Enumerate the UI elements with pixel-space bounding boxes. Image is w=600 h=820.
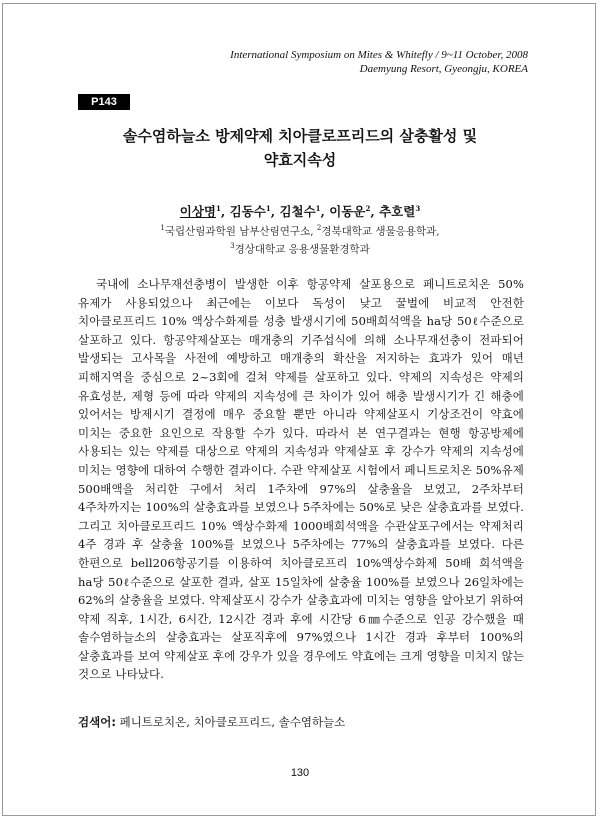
author-affil-mark: 1 xyxy=(315,204,321,213)
author-name: 김철수 xyxy=(279,204,316,220)
author-name: 추호렬 xyxy=(379,204,416,220)
keywords xyxy=(78,714,524,730)
affiliations xyxy=(60,221,540,256)
title-line-1: 솔수염하늘소 방제약제 치아클로프리드의 살충활성 및 xyxy=(122,127,478,145)
author-name: 이동운 xyxy=(329,204,366,220)
header-line-2: Daemyung Resort, Gyeongju, KOREA xyxy=(359,63,528,75)
abstract-body: 국내에 소나무재선충병이 발생한 이후 항공약제 살포용으로 페니트로치온 50% 유제가 사용되었으나 최근에는 이보다 독성이 낮고 꿀벌에 비교적 안전한 치아클로프리드 10% 액상수화제를 성충 발생시기에 50배희석액을 ha당 50ℓ수준으로 살포하고 있다. 항공약제살포는 매개충의 기주섭식에 의해 소나무재선충이 전파되어 발생되는 고사목을 사전에 예방하고 매개충의 확산을 저지하는 효과가 있어 매년 피해지역을 중심으로 2~3회에 걸쳐 약제를 살포하고 있다. 약제의 지속성은 약제의 유효성분, 제형 등에 따라 약제의 지속성에 큰 차이가 있어 해충 발생시기가 긴 해충에 있어서는 방제시기 결정에 매우 중요할 뿐만 아니라 약제살포시 기상조건이 약효에 미치는 중요한 요인으로 작용할 수가 있다. 따라서 본 연구결과는 현행 항공방제에 사용되는 있는 약제를 대상으로 약제의 지속성과 약제살포 후 강수가 약제의 지속성에 미치는 영향에 대하여 수행한 결과이다. 수관 약제살포 시험에서 페니트로치온 50%유제 500배액을 처리한 구에서 처리 1주차에 97%의 살충율을 보였고, 2주차부터 4주차까지는 100%의 살충효과를 보였으나 5주차에는 50%로 낮은 살충효과를 보였다.그리고 치아클로프리드 10% 액상수화제 1000배희석액을 수관살포구에서는 약제처리 4주 경과 후 살충율 100%를 보였으나 5주차에는 77%의 살충효과를 보였다. 다른 한편으로 bell206항공기를 이용하여 치아클로프리 10%액상수화제 50배 희석액을 ha당 50ℓ수준으로 살포한 결과, 살포 15일차에 살충율 100%를 보였으나 26일차에는 62%의 살충율을 보였다. 약제살포시 강수가 살충효과에 미치는 영향을 알아보기 위하여 약제 직후, 1시간, 6시간, 12시간 경과 후에 시간당 6㎜수준으로 인공 강수했을 때 솔수염하늘소의 살충효과는 살포직후에 97%였으나 1시간 경과 후부터 100%의 살충효과를 보여 약제살포 후에 강우가 있을 경우에도 약효에는 크게 영향을 미치지 않는 것으로 나타났다. xyxy=(78,277,524,682)
affiliation: 경상대학교 응용생물환경학과 xyxy=(234,243,370,255)
author-affil-mark: 1 xyxy=(265,204,271,213)
affil-mark: 3 xyxy=(230,241,235,250)
author-affil-mark: 1 xyxy=(216,204,221,213)
affiliation: 경북대학교 생물응용학과, xyxy=(321,225,440,238)
title-line-2: 약효지속성 xyxy=(263,151,337,169)
affil-mark: 2 xyxy=(316,224,322,232)
conference-header xyxy=(230,48,528,76)
page-number: 130 xyxy=(290,767,310,779)
author-list: 이상명$^1$, 김동수$^1$, 김철수$^1$, 이동운$^2$, 추호렬$^3$ xyxy=(179,204,421,220)
affiliation-line-2 xyxy=(60,239,540,257)
header-line-1: International Symposium on Mites & Whitefly / 9~11 October, 2008 xyxy=(230,49,528,61)
keywords-text: 페니트로치온, 치아클로프리드, 솔수염하늘소 xyxy=(115,715,346,729)
author-affil-mark: 2 xyxy=(365,204,371,213)
author-name: 이상명 xyxy=(179,204,217,220)
poster-id-badge: P143 xyxy=(78,94,130,110)
paper-title xyxy=(60,124,540,172)
keywords-label: 검색어: xyxy=(78,715,116,729)
author-name: 김동수 xyxy=(229,204,266,220)
affil-mark: 1 xyxy=(160,224,165,232)
author-affil-mark: 3 xyxy=(415,204,421,213)
affiliation-line-1 xyxy=(60,221,540,239)
affiliation: 국립산림과학원 남부산림연구소, xyxy=(164,225,317,238)
